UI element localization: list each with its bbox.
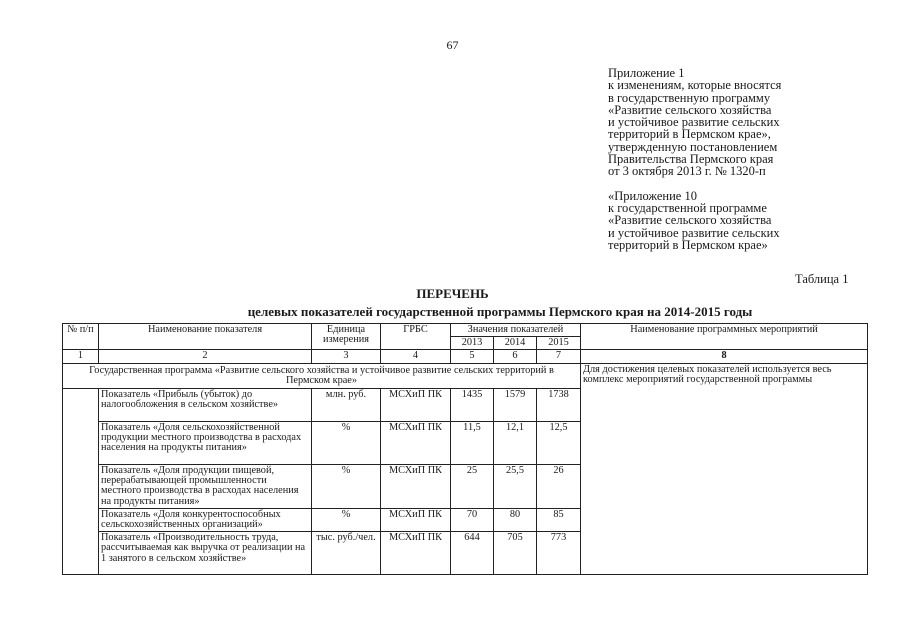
value-2013: 25 — [451, 465, 494, 509]
indicator-unit: млн. руб. — [312, 389, 381, 422]
indicator-unit: % — [312, 508, 381, 531]
indicator-unit: % — [312, 422, 381, 465]
document-subtitle: целевых показателей государственной программы Пермского края на 2014-2015 годы — [247, 304, 753, 319]
header-values: Значения показателей — [451, 324, 581, 337]
row-num-cell — [63, 389, 99, 575]
indicator-name: Показатель «Доля продукции пищевой, перерабатывающей промышленности местного производства в расходах населения на продукты питания» — [99, 465, 312, 509]
appendix-line: Правительства Пермского края — [608, 152, 774, 167]
page-number: 67 — [446, 38, 459, 52]
indicator-name: Показатель «Прибыль (убыток) до налогообложения в сельском хозяйстве» — [99, 389, 312, 422]
column-number: 1 — [63, 350, 99, 363]
indicators-table — [62, 323, 868, 575]
value-2015: 1738 — [537, 389, 581, 422]
header-year: 2014 — [494, 337, 537, 350]
program-row — [63, 363, 868, 388]
header-year: 2015 — [537, 337, 581, 350]
column-number: 6 — [494, 350, 537, 363]
indicator-grbs: МСХиП ПК — [381, 532, 451, 575]
appendix-line: «Приложение 10 — [608, 188, 697, 203]
header-grbs: ГРБС — [381, 324, 451, 350]
appendix-line: Приложение 1 — [608, 66, 685, 80]
appendix-line: «Развитие сельского хозяйства — [608, 102, 772, 117]
value-2014: 705 — [494, 532, 537, 575]
appendix-line: «Развитие сельского хозяйства — [608, 213, 772, 228]
header-measures: Наименование программных мероприятий — [581, 324, 868, 350]
program-measures: Для достижения целевых показателей используется весь комплекс мероприятий государственной программы — [581, 363, 868, 575]
indicator-unit: % — [312, 465, 381, 509]
indicator-grbs: МСХиП ПК — [381, 508, 451, 531]
appendix-line: к изменениям, которые вносятся — [608, 78, 782, 93]
indicator-grbs: МСХиП ПК — [381, 389, 451, 422]
value-2014: 1579 — [494, 389, 537, 422]
value-2013: 644 — [451, 532, 494, 575]
header-year: 2013 — [451, 337, 494, 350]
value-2013: 70 — [451, 508, 494, 531]
value-2013: 1435 — [451, 389, 494, 422]
document-title: ПЕРЕЧЕНЬ — [416, 286, 489, 301]
column-number: 4 — [381, 350, 451, 363]
appendix-line: утвержденную постановлением — [608, 139, 778, 154]
column-numbers-row — [63, 350, 868, 363]
value-2015: 85 — [537, 508, 581, 531]
appendix-line: от 3 октября 2013 г. № 1320-п — [608, 164, 766, 179]
value-2014: 12,1 — [494, 422, 537, 465]
appendix-line: территорий в Пермском крае», — [608, 127, 771, 142]
appendix-line: и устойчивое развитие сельских — [608, 115, 780, 130]
value-2015: 773 — [537, 532, 581, 575]
indicator-unit: тыс. руб./чел. — [312, 532, 381, 575]
column-number: 2 — [99, 350, 312, 363]
indicator-grbs: МСХиП ПК — [381, 465, 451, 509]
appendix-line: территорий в Пермском крае» — [608, 237, 768, 252]
indicator-name: Показатель «Доля конкурентоспособных сельскохозяйственных организаций» — [99, 508, 312, 531]
appendix-line: к государственной программе — [608, 200, 767, 215]
column-number: 3 — [312, 350, 381, 363]
value-2014: 25,5 — [494, 465, 537, 509]
value-2015: 26 — [537, 465, 581, 509]
value-2013: 11,5 — [451, 422, 494, 465]
column-number: 5 — [451, 350, 494, 363]
header-name: Наименование показателя — [99, 324, 312, 350]
indicator-name: Показатель «Доля сельскохозяйственной продукции местного производства в расходах населения на продукты питания» — [99, 422, 312, 465]
value-2014: 80 — [494, 508, 537, 531]
column-number: 8 — [581, 350, 868, 363]
header-row — [63, 324, 868, 337]
indicator-grbs: МСХиП ПК — [381, 422, 451, 465]
program-title: Государственная программа «Развитие сельского хозяйства и устойчивое развитие сельских территорий в Пермском крае» — [63, 363, 581, 388]
header-unit: Единица измерения — [312, 324, 381, 350]
appendix-line: и устойчивое развитие сельских — [608, 225, 780, 240]
appendix-block — [608, 67, 781, 251]
appendix-line: в государственную программу — [608, 90, 771, 105]
column-number: 7 — [537, 350, 581, 363]
table-label: Таблица 1 — [795, 272, 849, 286]
header-num: № п/п — [63, 324, 99, 350]
value-2015: 12,5 — [537, 422, 581, 465]
indicator-name: Показатель «Производительность труда, рассчитываемая как выручка от реализации на 1 занятого в сельском хозяйстве» — [99, 532, 312, 575]
